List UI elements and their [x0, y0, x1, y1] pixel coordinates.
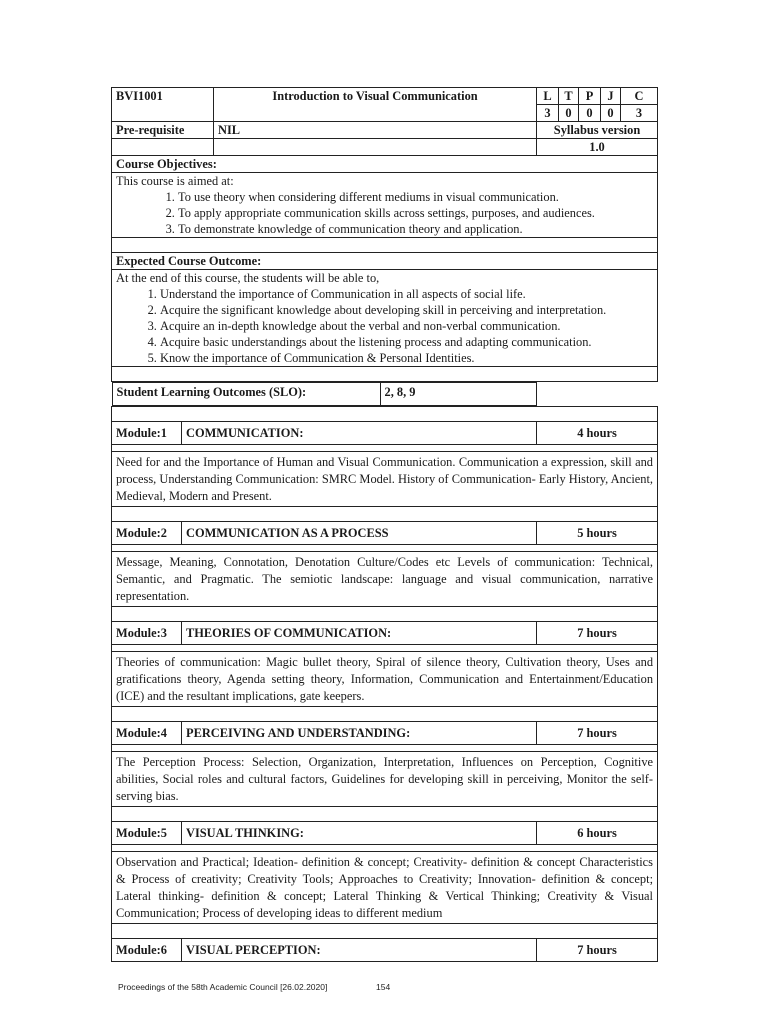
syllabus-document [111, 87, 657, 962]
module-label: Module:5 [112, 822, 182, 845]
module-title: PERCEIVING AND UNDERSTANDING: [182, 722, 537, 745]
outcome-item: 2. Acquire the significant knowledge about developing skill in perceiving and interpretation. [160, 302, 653, 318]
module-title: THEORIES OF COMMUNICATION: [182, 622, 537, 645]
module-label: Module:4 [112, 722, 182, 745]
spacer-row [112, 545, 658, 552]
ltpjc-value-j: 0 [601, 105, 621, 122]
syllabus-version-label: Syllabus version [537, 122, 658, 139]
module-content: Observation and Practical; Ideation- definition & concept; Creativity- definition & concept Characteristics & Process of creativity; Creativity Tools; Approaches to Creativity; Innovation- definition & concept; Lateral thinking- definition & concept; Lateral Thinking & Vertical Thinking; Creativity & Visual Communication; Process of developing ideas to different medium [112, 852, 658, 924]
outcome-item: 3. Acquire an in-depth knowledge about the verbal and non-verbal communication. [160, 318, 653, 334]
module-title: VISUAL THINKING: [182, 822, 537, 845]
module-label: Module:2 [112, 522, 182, 545]
ltpjc-header-c: C [621, 88, 658, 105]
blank-cell [537, 382, 658, 407]
outcomes-intro: At the end of this course, the students will be able to, [116, 271, 380, 285]
spacer-row [112, 707, 658, 722]
outcome-item: 4. Acquire basic understandings about the listening process and adapting communication. [160, 334, 653, 350]
module-content: Theories of communication: Magic bullet theory, Spiral of silence theory, Cultivation theory, Uses and gratifications theory, Agenda setting theory, Information, Communication and Entertainment/Education (ICE) and the resultant implications, gate keepers. [112, 652, 658, 707]
module-hours: 6 hours [537, 822, 658, 845]
spacer-row [112, 367, 658, 382]
module-label: Module:3 [112, 622, 182, 645]
module-hours: 4 hours [537, 422, 658, 445]
blank-cell [214, 139, 537, 156]
prereq-value: NIL [214, 122, 537, 139]
page-footer [118, 982, 391, 992]
objectives-body [112, 173, 658, 238]
course-code: BVI1001 [112, 88, 214, 122]
module-hours: 7 hours [537, 622, 658, 645]
spacer-row [112, 845, 658, 852]
objective-item: 3. To demonstrate knowledge of communication theory and application. [178, 221, 653, 237]
outcomes-body [112, 270, 658, 367]
objectives-heading: Course Objectives: [112, 156, 658, 173]
page-number: 154 [376, 982, 391, 992]
ltpjc-header-p: P [579, 88, 601, 105]
objectives-list [116, 189, 653, 237]
spacer-row [112, 507, 658, 522]
spacer-row [112, 807, 658, 822]
ltpjc-value-l: 3 [537, 105, 559, 122]
module-hours: 5 hours [537, 522, 658, 545]
module-content: The Perception Process: Selection, Organization, Interpretation, Influences on Perception, Cognitive abilities, Social roles and cultural factors, Guidelines for developing skill in perceiving, Monitor the self-serving bias. [112, 752, 658, 807]
outcomes-heading: Expected Course Outcome: [112, 253, 658, 270]
module-title: COMMUNICATION AS A PROCESS [182, 522, 537, 545]
objective-item: 2. To apply appropriate communication skills across settings, purposes, and audiences. [178, 205, 653, 221]
module-content: Need for and the Importance of Human and Visual Communication. Communication a expression, skill and process, Understanding Communication: SMRC Model. History of Communication- Early History, Ancient, Medieval, Modern and Present. [112, 452, 658, 507]
spacer-row [112, 745, 658, 752]
spacer-row [112, 607, 658, 622]
objectives-intro: This course is aimed at: [116, 174, 234, 188]
spacer-row [112, 924, 658, 939]
ltpjc-value-t: 0 [559, 105, 579, 122]
module-label: Module:1 [112, 422, 182, 445]
ltpjc-value-c: 3 [621, 105, 658, 122]
ltpjc-header-l: L [537, 88, 559, 105]
spacer-row [112, 645, 658, 652]
slo-label: Student Learning Outcomes (SLO): [112, 383, 380, 406]
ltpjc-value-p: 0 [579, 105, 601, 122]
spacer-row [112, 407, 658, 422]
ltpjc-header-j: J [601, 88, 621, 105]
spacer-row [112, 238, 658, 253]
footer-text: Proceedings of the 58th Academic Council [26.02.2020] [118, 982, 328, 992]
outcome-item: 1. Understand the importance of Communication in all aspects of social life. [160, 286, 653, 302]
outcomes-list [116, 286, 653, 366]
module-title: COMMUNICATION: [182, 422, 537, 445]
slo-row [112, 382, 537, 407]
module-content: Message, Meaning, Connotation, Denotation Culture/Codes etc Levels of communication: Technical, Semantic, and Pragmatic. The semiotic landscape: language and visual communication, narrative representation. [112, 552, 658, 607]
ltpjc-header-t: T [559, 88, 579, 105]
slo-value: 2, 8, 9 [380, 383, 536, 406]
module-hours: 7 hours [537, 722, 658, 745]
module-label: Module:6 [112, 939, 182, 962]
outcome-item: 5. Know the importance of Communication & Personal Identities. [160, 350, 653, 366]
objective-item: 1. To use theory when considering different mediums in visual communication. [178, 189, 653, 205]
syllabus-version-value: 1.0 [537, 139, 658, 156]
prereq-label: Pre-requisite [112, 122, 214, 139]
module-title: VISUAL PERCEPTION: [182, 939, 537, 962]
syllabus-table [111, 87, 658, 962]
spacer-row [112, 445, 658, 452]
blank-cell [112, 139, 214, 156]
course-title: Introduction to Visual Communication [214, 88, 537, 122]
module-hours: 7 hours [537, 939, 658, 962]
